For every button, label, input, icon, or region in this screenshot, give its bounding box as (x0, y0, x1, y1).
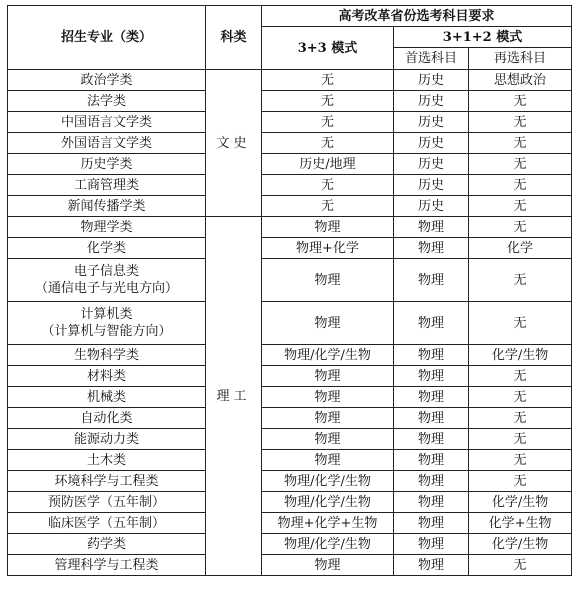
major-name-line: 预防医学（五年制） (47, 494, 165, 510)
second-subject: 化学+生物 (469, 513, 572, 534)
table-row (8, 154, 572, 175)
major-name (8, 112, 206, 133)
table-row (8, 534, 572, 555)
table-row (8, 259, 572, 302)
table-row (8, 513, 572, 534)
major-name-line: 药学类 (86, 536, 126, 552)
mode-33-requirement: 物理+化学 (262, 238, 394, 259)
mode-33-requirement: 物理 (262, 555, 394, 576)
first-subject: 物理 (394, 217, 469, 238)
major-name-line: （计算机与智能方向） (41, 324, 172, 339)
second-subject: 无 (469, 429, 572, 450)
first-subject: 物理 (394, 387, 469, 408)
table-row (8, 387, 572, 408)
first-subject: 物理 (394, 345, 469, 366)
first-subject: 物理 (394, 450, 469, 471)
major-name (8, 387, 206, 408)
mode-33-requirement: 物理 (262, 366, 394, 387)
table-row (8, 133, 572, 154)
table-row (8, 471, 572, 492)
major-name-line: 电子信息类 (73, 264, 139, 279)
table-row (8, 91, 572, 112)
second-subject: 无 (469, 217, 572, 238)
major-name-line: 计算机类 (80, 307, 133, 322)
mode-33-requirement: 物理 (262, 450, 394, 471)
second-subject: 化学/生物 (469, 534, 572, 555)
major-name (8, 429, 206, 450)
first-subject: 物理 (394, 555, 469, 576)
mode-33-requirement: 无 (262, 175, 394, 196)
major-name (8, 259, 206, 302)
major-name-line: 历史学类 (80, 156, 133, 172)
second-subject: 无 (469, 408, 572, 429)
major-name-line: 环境科学与工程类 (54, 473, 159, 489)
major-name-line: 管理科学与工程类 (54, 557, 159, 573)
major-name-line: 工商管理类 (73, 177, 139, 193)
second-subject: 思想政治 (469, 70, 572, 91)
first-subject: 物理 (394, 534, 469, 555)
mode-33-requirement: 物理 (262, 429, 394, 450)
major-name-line: 法学类 (86, 93, 126, 109)
category-column-header: 科类 (206, 6, 262, 70)
second-subject: 无 (469, 154, 572, 175)
major-name-line: （通信电子与光电方向） (34, 281, 178, 296)
first-subject: 历史 (394, 70, 469, 91)
second-subject: 无 (469, 259, 572, 302)
major-name-line: 临床医学（五年制） (47, 515, 165, 531)
table-row (8, 302, 572, 345)
major-name (8, 555, 206, 576)
table-row (8, 429, 572, 450)
mode-33-requirement: 物理/化学/生物 (262, 534, 394, 555)
major-name-line: 生物科学类 (73, 347, 139, 363)
table-row (8, 175, 572, 196)
mode-33-requirement: 物理+化学+生物 (262, 513, 394, 534)
second-subject: 无 (469, 450, 572, 471)
second-subject: 化学 (469, 238, 572, 259)
mode-33-requirement: 物理 (262, 408, 394, 429)
major-name (8, 175, 206, 196)
second-subject: 无 (469, 555, 572, 576)
major-name (8, 238, 206, 259)
mode-33-header: 3+3 模式 (262, 27, 394, 70)
first-subject: 历史 (394, 133, 469, 154)
mode-33-requirement: 物理/化学/生物 (262, 492, 394, 513)
major-name (8, 450, 206, 471)
first-subject: 物理 (394, 513, 469, 534)
table-body (8, 70, 572, 576)
major-name-line: 物理学类 (80, 219, 133, 235)
mode-33-requirement: 历史/地理 (262, 154, 394, 175)
major-name-line: 化学类 (86, 240, 126, 256)
table-row (8, 366, 572, 387)
major-name-line: 中国语言文学类 (60, 114, 152, 130)
first-subject: 物理 (394, 408, 469, 429)
first-subject: 物理 (394, 238, 469, 259)
second-subject: 化学/生物 (469, 345, 572, 366)
first-subject: 物理 (394, 259, 469, 302)
table-row (8, 555, 572, 576)
first-subject: 物理 (394, 471, 469, 492)
first-subject: 历史 (394, 175, 469, 196)
first-subject: 历史 (394, 112, 469, 133)
first-subject: 历史 (394, 196, 469, 217)
first-subject-header: 首选科目 (394, 48, 469, 70)
major-name (8, 534, 206, 555)
second-subject: 无 (469, 471, 572, 492)
major-column-header: 招生专业（类） (8, 6, 206, 70)
major-name (8, 70, 206, 91)
major-name-line: 政治学类 (80, 72, 133, 88)
table-row (8, 70, 572, 91)
major-name-line: 自动化类 (80, 410, 133, 426)
major-name (8, 217, 206, 238)
major-name-line: 能源动力类 (73, 431, 139, 447)
first-subject: 物理 (394, 366, 469, 387)
second-subject-header: 再选科目 (469, 48, 572, 70)
requirement-header: 高考改革省份选考科目要求 (262, 6, 572, 27)
table-row (8, 238, 572, 259)
category-cell: 文史 (206, 70, 262, 217)
table-header (8, 6, 572, 70)
table-row (8, 217, 572, 238)
major-name-line: 外国语言文学类 (60, 135, 152, 151)
mode-33-requirement: 物理 (262, 387, 394, 408)
first-subject: 物理 (394, 492, 469, 513)
subject-requirements-table (7, 5, 572, 576)
table-row (8, 408, 572, 429)
second-subject: 化学/生物 (469, 492, 572, 513)
mode-33-requirement: 物理 (262, 259, 394, 302)
major-name-line: 新闻传播学类 (67, 198, 146, 214)
major-name (8, 471, 206, 492)
second-subject: 无 (469, 175, 572, 196)
mode-33-requirement: 物理/化学/生物 (262, 345, 394, 366)
mode-33-requirement: 无 (262, 70, 394, 91)
mode-33-requirement: 无 (262, 133, 394, 154)
first-subject: 物理 (394, 429, 469, 450)
first-subject: 历史 (394, 91, 469, 112)
major-name (8, 302, 206, 345)
mode-33-requirement: 无 (262, 112, 394, 133)
second-subject: 无 (469, 302, 572, 345)
table-row (8, 196, 572, 217)
second-subject: 无 (469, 387, 572, 408)
major-name (8, 154, 206, 175)
first-subject: 历史 (394, 154, 469, 175)
second-subject: 无 (469, 91, 572, 112)
table-row (8, 345, 572, 366)
major-name (8, 345, 206, 366)
mode-33-requirement: 无 (262, 196, 394, 217)
second-subject: 无 (469, 366, 572, 387)
major-name (8, 91, 206, 112)
major-name-line: 土木类 (86, 452, 126, 468)
table-row (8, 492, 572, 513)
table-row (8, 450, 572, 471)
first-subject: 物理 (394, 302, 469, 345)
major-name (8, 513, 206, 534)
table-row (8, 112, 572, 133)
major-name-line: 机械类 (86, 389, 126, 405)
major-name (8, 492, 206, 513)
category-cell: 理工 (206, 217, 262, 576)
second-subject: 无 (469, 196, 572, 217)
major-name (8, 196, 206, 217)
second-subject: 无 (469, 133, 572, 154)
second-subject: 无 (469, 112, 572, 133)
major-name (8, 408, 206, 429)
mode-33-requirement: 物理/化学/生物 (262, 471, 394, 492)
mode-33-requirement: 物理 (262, 217, 394, 238)
mode-33-requirement: 无 (262, 91, 394, 112)
mode-312-header: 3+1+2 模式 (394, 27, 572, 48)
major-name (8, 366, 206, 387)
major-name (8, 133, 206, 154)
major-name-line: 材料类 (86, 368, 126, 384)
mode-33-requirement: 物理 (262, 302, 394, 345)
